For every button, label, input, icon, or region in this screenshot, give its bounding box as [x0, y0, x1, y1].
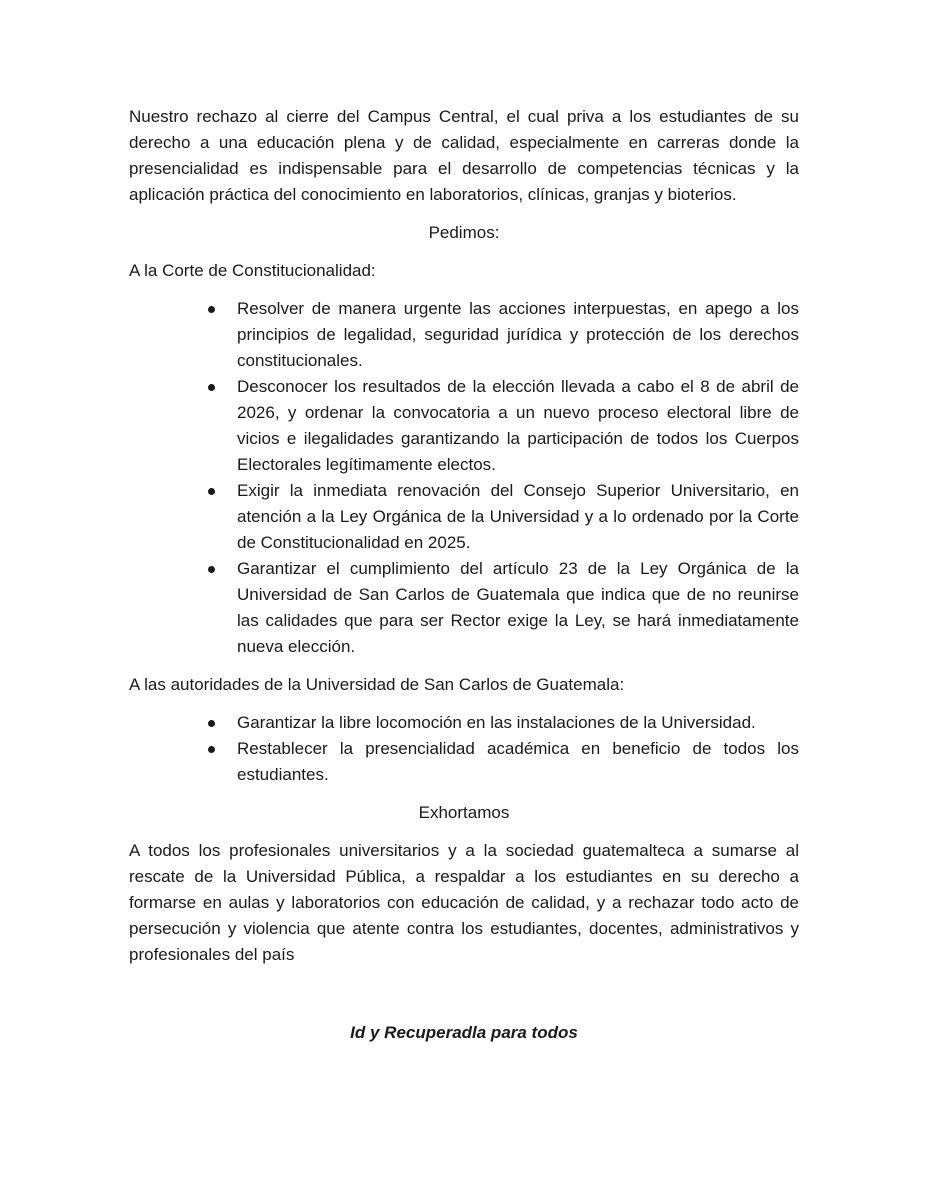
closing-slogan: Id y Recuperadla para todos — [350, 1023, 578, 1042]
bullet-icon — [208, 746, 215, 753]
list-item — [237, 374, 799, 478]
document-page — [129, 104, 799, 1046]
intro-paragraph: Nuestro rechazo al cierre del Campus Central, el cual priva a los estudiantes de su derecho a una educación plena y de calidad, especialmente en carreras donde la presencialidad es indispensable para el desarrollo de competencias técnicas y la aplicación práctica del conocimiento en laboratorios, clínicas, granjas y bioterios. — [129, 107, 799, 204]
bullet-icon — [208, 384, 215, 391]
list-item — [237, 478, 799, 556]
list-item-text: Garantizar el cumplimiento del artículo 23 de la Ley Orgánica de la Universidad de San Carlos de Guatemala que indica que de no reunirse las calidades que para ser Rector exige la Ley, se hará inmediatamente nueva elección. — [237, 559, 799, 656]
list-item-text: Garantizar la libre locomoción en las instalaciones de la Universidad. — [237, 713, 756, 732]
autoridades-list — [129, 710, 799, 788]
bullet-icon — [208, 306, 215, 313]
exhortamos-paragraph: A todos los profesionales universitarios y a la sociedad guatemalteca a sumarse al rescate de la Universidad Pública, a respaldar a los estudiantes en su derecho a formarse en aulas y laboratorios con educación de calidad, y a rechazar todo acto de persecución y violencia que atente contra los estudiantes, docentes, administrativos y profesionales del país — [129, 841, 799, 964]
exhortamos-heading: Exhortamos — [418, 803, 510, 822]
list-item — [237, 736, 799, 788]
bullet-icon — [208, 488, 215, 495]
list-item — [237, 710, 799, 736]
list-item-text: Desconocer los resultados de la elección llevada a cabo el 8 de abril de 2026, y ordenar la convocatoria a un nuevo proceso electoral libre de vicios e ilegalidades garantizando la participación de todos los Cuerpos Electorales legítimamente electos. — [237, 377, 799, 474]
corte-label: A la Corte de Constitucionalidad: — [129, 261, 376, 280]
corte-list — [129, 296, 799, 660]
list-item-text: Restablecer la presencialidad académica en beneficio de todos los estudiantes. — [237, 739, 799, 784]
list-item-text: Resolver de manera urgente las acciones interpuestas, en apego a los principios de legalidad, seguridad jurídica y protección de los derechos constitucionales. — [237, 299, 799, 370]
list-item — [237, 296, 799, 374]
bullet-icon — [208, 566, 215, 573]
autoridades-label: A las autoridades de la Universidad de San Carlos de Guatemala: — [129, 675, 625, 694]
list-item-text: Exigir la inmediata renovación del Consejo Superior Universitario, en atención a la Ley Orgánica de la Universidad y a lo ordenado por la Corte de Constitucionalidad en 2025. — [237, 481, 799, 552]
bullet-icon — [208, 720, 215, 727]
list-item — [237, 556, 799, 660]
pedimos-heading: Pedimos: — [428, 223, 500, 242]
